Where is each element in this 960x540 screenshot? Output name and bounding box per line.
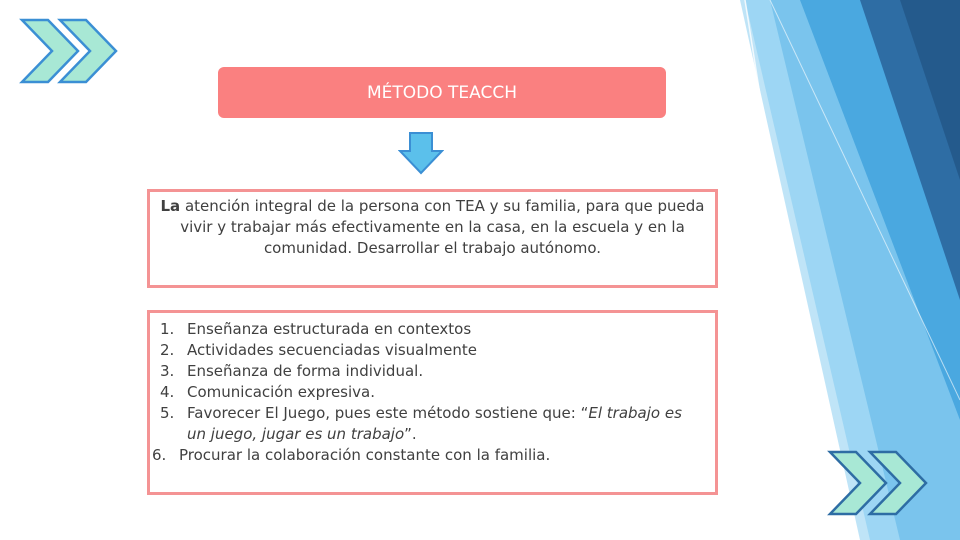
list-number: 2. — [160, 341, 175, 359]
list-text: Comunicación expresiva. — [187, 383, 375, 401]
list-text: Procurar la colaboración constante con la familia. — [179, 446, 551, 464]
list-text: Enseñanza de forma individual. — [187, 362, 424, 380]
list-number: 6. — [152, 446, 167, 464]
page-title: MÉTODO TEACCH — [366, 82, 518, 103]
list-item — [160, 403, 705, 445]
double-chevron-right-icon — [18, 18, 124, 84]
list-item — [160, 319, 705, 340]
down-arrow-icon — [398, 131, 444, 175]
description-box — [147, 189, 718, 288]
list-item — [160, 382, 705, 403]
list-text: Actividades secuenciadas visualmente — [187, 341, 478, 359]
list-text: Enseñanza estructurada en contextos — [187, 320, 472, 338]
description-text: atención integral de la persona con TEA y su familia, para que pueda vivir y trabajar más efectivamente en la casa, en la escuela y en la comunidad. Desarrollar el trabajo autónomo. — [180, 197, 705, 257]
double-chevron-right-icon — [826, 450, 936, 516]
list-item — [152, 445, 705, 466]
list-item — [160, 340, 705, 361]
list-number: 5. — [160, 404, 175, 422]
principles-list — [147, 310, 718, 495]
list-number: 4. — [160, 383, 175, 401]
list-number: 3. — [160, 362, 175, 380]
title-box — [218, 67, 666, 118]
list-text-plain: Favorecer El Juego, pues este método sostiene que: “ — [187, 404, 589, 422]
list-text — [187, 403, 705, 445]
description-lead: La — [160, 197, 181, 215]
list-number: 1. — [160, 320, 175, 338]
list-text-after: ”. — [404, 425, 417, 443]
list-item — [160, 361, 705, 382]
list-text-quote: El trabajo es un juego, jugar es un trabajo — [187, 404, 682, 443]
